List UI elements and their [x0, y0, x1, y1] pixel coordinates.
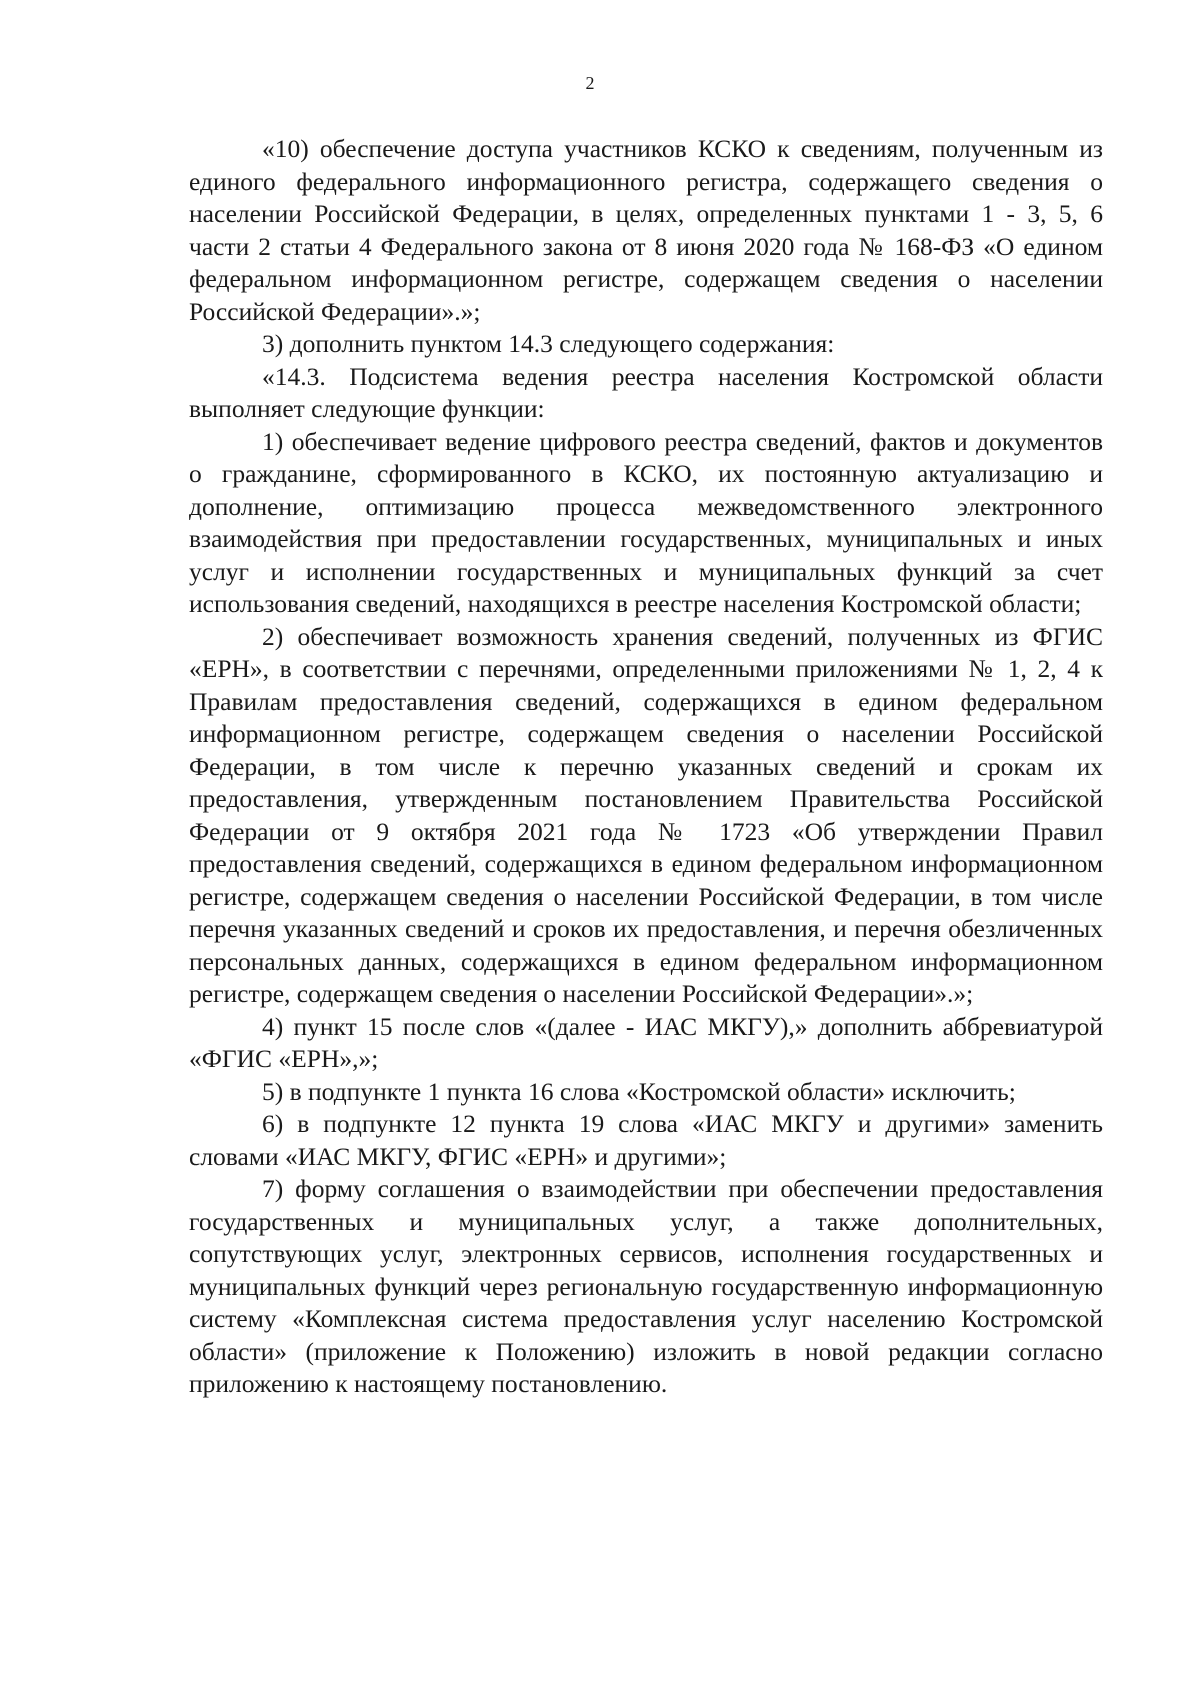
paragraph-amendment-7: 7) форму соглашения о взаимодействии при обеспечении предоставления государственных и муниципальных услуг, а также дополнительных, сопутствующих услуг, электронных сервисов, исполнения государственных и муниципальных функций через региональную государственную информационную систему «Комплексная система предоставления услуг населению Костромской области» (приложение к Положению) изложить в новой редакции согласно приложению к настоящему постановлению. — [189, 1174, 1103, 1398]
paragraph-function-1: 1) обеспечивает ведение цифрового реестра сведений, фактов и документов о гражданине, сформированного в КСКО, их постоянную актуализацию и дополнение, оптимизацию процесса межведомственного электронного взаимодействия при предоставлении государственных, муниципальных и иных услуг и исполнении государственных и муниципальных функций за счет использования сведений, находящихся в реестре населения Костромской области; — [189, 426, 1103, 618]
paragraph-clause-14-3: «14.3. Подсистема ведения реестра населения Костромской области выполняет следующие функции: — [189, 361, 1103, 423]
document-body — [189, 133, 1103, 1401]
paragraph-amendment-5: 5) в подпункте 1 пункта 16 слова «Костромской области» исключить; — [262, 1076, 1016, 1106]
paragraph-function-2: 2) обеспечивает возможность хранения сведений, полученных из ФГИС «ЕРН», в соответствии с перечнями, определенными приложениями № 1, 2, 4 к Правилам предоставления сведений, содержащихся в едином федеральном информационном регистре, содержащем сведения о населении Российской Федерации, в том числе к перечню указанных сведений и срокам их предоставления, утвержденным постановлением Правительства Российской Федерации от 9 октября 2021 года № 1723 «Об утверждении Правил предоставления сведений, содержащихся в едином федеральном информационном регистре, содержащем сведения о населении Российской Федерации, в том числе перечня указанных сведений и сроков их предоставления, и перечня обезличенных персональных данных, содержащихся в едином федеральном информационном регистре, содержащем сведения о населении Российской Федерации».»; — [189, 621, 1103, 1008]
paragraph-item-10: «10) обеспечение доступа участников КСКО к сведениям, полученным из единого федерального информационного регистра, содержащего сведения о населении Российской Федерации, в целях, определенных пунктами 1 - 3, 5, 6 части 2 статьи 4 Федерального закона от 8 июня 2020 года № 168-ФЗ «О едином федеральном информационном регистре, содержащем сведения о населении Российской Федерации».»; — [189, 134, 1103, 326]
paragraph-amendment-3: 3) дополнить пунктом 14.3 следующего содержания: — [262, 329, 835, 358]
paragraph-amendment-6: 6) в подпункте 12 пункта 19 слова «ИАС МКГУ и другими» заменить словами «ИАС МКГУ, ФГИС «ЕРН» и другими»; — [189, 1109, 1103, 1171]
paragraph-amendment-4: 4) пункт 15 после слов «(далее - ИАС МКГУ),» дополнить аббревиатурой «ФГИС «ЕРН»,»; — [189, 1011, 1103, 1073]
page-number: 2 — [585, 73, 595, 93]
